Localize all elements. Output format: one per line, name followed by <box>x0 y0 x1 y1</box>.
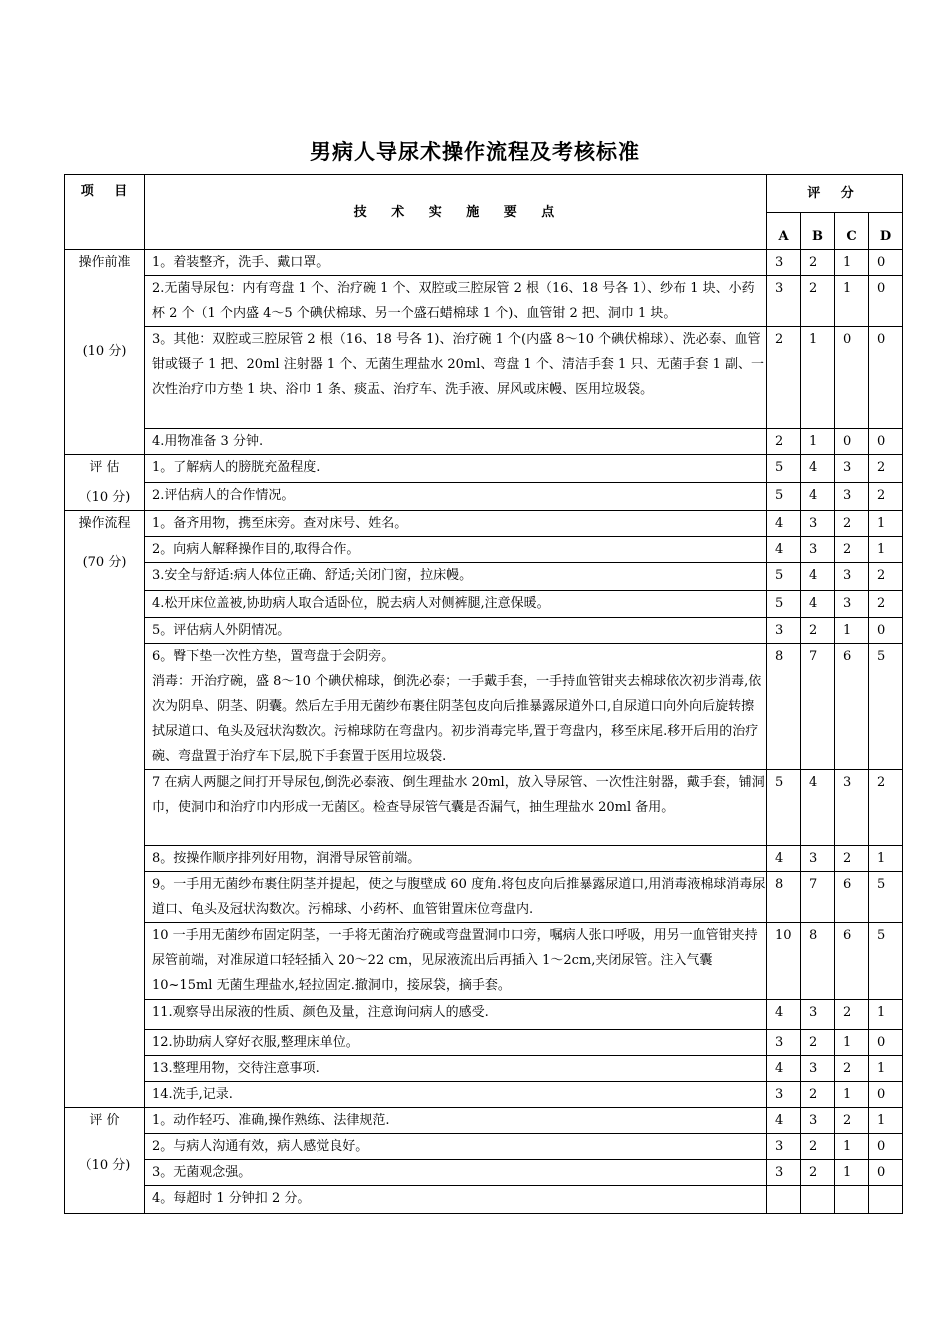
score-c: 3 <box>835 483 869 511</box>
item-text <box>145 846 767 872</box>
table-row <box>65 511 903 537</box>
score-c: 2 <box>835 1000 869 1030</box>
score-c <box>835 1186 869 1214</box>
category-points: (10 分) <box>82 344 127 359</box>
header-technique: 技 术 实 施 要 点 <box>145 175 767 250</box>
score-c: 1 <box>835 1160 869 1186</box>
score-c: 3 <box>835 591 869 618</box>
item-text <box>145 1000 767 1030</box>
score-c: 2 <box>835 846 869 872</box>
item-text <box>145 1186 767 1214</box>
item-text-line: 8。按操作顺序排列好用物，润滑导尿管前端。 <box>152 851 421 866</box>
score-a: 2 <box>767 429 801 455</box>
score-d: 0 <box>869 327 903 429</box>
item-text-line: 5。评估病人外阴情况。 <box>152 623 291 638</box>
score-b: 4 <box>801 563 835 591</box>
item-text <box>145 872 767 923</box>
score-c: 2 <box>835 537 869 563</box>
header-score: 评 分 <box>767 175 903 213</box>
table-row <box>65 1108 903 1134</box>
item-text <box>145 511 767 537</box>
item-text <box>145 923 767 1000</box>
item-text <box>145 327 767 429</box>
item-text-line: 消毒：开治疗碗，盛 8～10 个碘伏棉球，倒洗必泰；一手戴手套，一手持血管钳夹去棉球依次初步消毒,依次为阴阜、阴茎、阴囊。然后左手用无菌纱布裹住阴茎包皮向后推暴露尿道外口,自尿道口向外向后旋转擦拭尿道口、龟头及冠状沟数次。污棉球防在弯盘内。初步消毒完毕,置于弯盘内，移至床尾.移开后用的治疗碗、弯盘置于治疗车下层,脱下手套置于医用垃圾袋. <box>152 674 762 764</box>
table-row <box>65 455 903 483</box>
item-text-line: 4.用物准备 3 分钟. <box>152 434 264 449</box>
table-row <box>65 618 903 644</box>
item-text-line: 12.协助病人穿好衣服,整理床单位。 <box>152 1035 359 1050</box>
score-b: 3 <box>801 1108 835 1134</box>
table-row <box>65 1030 903 1056</box>
score-b: 1 <box>801 327 835 429</box>
score-c: 0 <box>835 429 869 455</box>
score-b: 4 <box>801 483 835 511</box>
score-a: 3 <box>767 1134 801 1160</box>
item-text-line: 10 一手用无菌纱布固定阴茎，一手将无菌治疗碗或弯盘置洞巾口旁，嘱病人张口呼吸，用另一血管钳夹持尿管前端，对准尿道口轻轻插入 20～22 cm，见尿液流出后再插入 1～2cm,夹闭尿管。注入气囊 10~15ml 无菌生理盐水,轻拉固定.撤洞巾，接尿袋，摘手套。 <box>152 928 758 993</box>
item-text <box>145 1056 767 1082</box>
category-points: （10 分) <box>78 1158 131 1173</box>
score-b: 3 <box>801 511 835 537</box>
score-d: 1 <box>869 846 903 872</box>
header-grade-c: C <box>835 213 869 250</box>
score-c: 2 <box>835 511 869 537</box>
score-b: 8 <box>801 923 835 1000</box>
score-a: 5 <box>767 770 801 846</box>
item-text <box>145 591 767 618</box>
score-d: 1 <box>869 1108 903 1134</box>
score-a: 2 <box>767 327 801 429</box>
table-row <box>65 1134 903 1160</box>
score-a: 3 <box>767 276 801 327</box>
score-d: 1 <box>869 1000 903 1030</box>
score-a: 3 <box>767 250 801 276</box>
score-a: 4 <box>767 1000 801 1030</box>
item-text <box>145 455 767 483</box>
score-a: 4 <box>767 1056 801 1082</box>
item-text-line: 6。臀下垫一次性方垫，置弯盘于会阴旁。 <box>152 649 395 664</box>
item-text <box>145 537 767 563</box>
score-d: 0 <box>869 1030 903 1056</box>
score-d: 0 <box>869 276 903 327</box>
score-c: 1 <box>835 618 869 644</box>
item-text <box>145 1082 767 1108</box>
score-a: 4 <box>767 537 801 563</box>
score-c: 6 <box>835 644 869 770</box>
score-c: 6 <box>835 923 869 1000</box>
item-text <box>145 429 767 455</box>
item-text-line: 1。备齐用物，携至床旁。查对床号、姓名。 <box>152 516 408 531</box>
score-d: 1 <box>869 537 903 563</box>
score-b: 3 <box>801 846 835 872</box>
score-d: 2 <box>869 483 903 511</box>
score-a: 5 <box>767 563 801 591</box>
item-text-line: 4。每超时 1 分钟扣 2 分。 <box>152 1191 311 1206</box>
score-c: 3 <box>835 770 869 846</box>
score-a: 5 <box>767 591 801 618</box>
score-b: 4 <box>801 591 835 618</box>
score-b: 3 <box>801 1000 835 1030</box>
item-text-line: 2。与病人沟通有效，病人感觉良好。 <box>152 1139 369 1154</box>
score-d: 2 <box>869 591 903 618</box>
table-row <box>65 1186 903 1214</box>
table-row <box>65 250 903 276</box>
item-text <box>145 1030 767 1056</box>
assessment-table <box>64 174 903 1214</box>
score-c: 1 <box>835 250 869 276</box>
header-item: 项 目 <box>65 175 145 250</box>
score-c: 3 <box>835 455 869 483</box>
item-text-line: 2。向病人解释操作目的,取得合作。 <box>152 542 360 557</box>
score-a: 3 <box>767 1160 801 1186</box>
item-text-line: 2.无菌导尿包：内有弯盘 1 个、治疗碗 1 个、双腔或三腔尿管 2 根（16、18 号各 1）、纱布 1 块、小药杯 2 个（1 个内盛 4～5 个碘伏棉球、另一个盛石蜡棉球 1 个)、血管钳 2 把、洞巾 1 块。 <box>152 281 755 321</box>
table-row <box>65 846 903 872</box>
item-text-line: 3。无菌观念强。 <box>152 1165 252 1180</box>
score-b: 3 <box>801 537 835 563</box>
score-a: 8 <box>767 872 801 923</box>
table-row <box>65 1000 903 1030</box>
table-row <box>65 429 903 455</box>
score-a: 3 <box>767 618 801 644</box>
score-d: 2 <box>869 770 903 846</box>
score-d <box>869 1186 903 1214</box>
category-name: 评 估 <box>89 460 120 475</box>
score-a: 3 <box>767 1082 801 1108</box>
score-b: 1 <box>801 429 835 455</box>
category-name: 操作前准 <box>78 255 131 270</box>
score-c: 1 <box>835 1134 869 1160</box>
item-text-line: 1。了解病人的膀胱充盈程度. <box>152 460 321 475</box>
item-text <box>145 1160 767 1186</box>
table-row <box>65 563 903 591</box>
item-text <box>145 276 767 327</box>
score-a: 4 <box>767 846 801 872</box>
score-d: 5 <box>869 923 903 1000</box>
score-c: 2 <box>835 1056 869 1082</box>
item-text <box>145 770 767 846</box>
item-text-line: 3。其他：双腔或三腔尿管 2 根（16、18 号各 1)、治疗碗 1 个(内盛 8～10 个碘伏棉球）、洗必泰、血管钳或镊子 1 把、20ml 注射器 1 个、无菌生理盐水 20ml、弯盘 1 个、清洁手套 1 只、无菌手套 1 副、一次性治疗巾方垫 1 块、浴巾 1 条、痰盂、治疗车、洗手液、屏风或床幔、医用垃圾袋。 <box>152 332 764 397</box>
table-row <box>65 644 903 770</box>
header-grade-a: A <box>767 213 801 250</box>
score-d: 0 <box>869 250 903 276</box>
page-title: 男病人导尿术操作流程及考核标准 <box>310 139 640 164</box>
header-grade-d: D <box>869 213 903 250</box>
score-b: 2 <box>801 276 835 327</box>
score-d: 0 <box>869 429 903 455</box>
score-b: 2 <box>801 1030 835 1056</box>
score-b: 4 <box>801 770 835 846</box>
table-row <box>65 1056 903 1082</box>
header-grade-b: B <box>801 213 835 250</box>
score-b <box>801 1186 835 1214</box>
score-d: 5 <box>869 644 903 770</box>
item-text-line: 11.观察导出尿液的性质、颜色及量，注意询问病人的感受. <box>152 1005 489 1020</box>
table-row <box>65 276 903 327</box>
score-d: 1 <box>869 511 903 537</box>
score-b: 4 <box>801 455 835 483</box>
score-c: 1 <box>835 276 869 327</box>
item-text-line: 13.整理用物，交待注意事项. <box>152 1061 320 1076</box>
item-text-line: 3.安全与舒适:病人体位正确、舒适;关闭门窗，拉床幔。 <box>152 568 473 583</box>
score-d: 0 <box>869 1160 903 1186</box>
score-a: 8 <box>767 644 801 770</box>
item-text-line: 1。动作轻巧、准确,操作熟练、法律规范. <box>152 1113 390 1128</box>
score-c: 3 <box>835 563 869 591</box>
score-c: 6 <box>835 872 869 923</box>
item-text <box>145 1134 767 1160</box>
score-c: 1 <box>835 1030 869 1056</box>
score-b: 7 <box>801 644 835 770</box>
item-text <box>145 1108 767 1134</box>
score-a: 5 <box>767 455 801 483</box>
score-c: 2 <box>835 1108 869 1134</box>
table-row <box>65 327 903 429</box>
table-row <box>65 591 903 618</box>
category-points: (70 分) <box>82 555 127 570</box>
category-flow <box>65 511 145 1108</box>
table-row <box>65 872 903 923</box>
score-d: 5 <box>869 872 903 923</box>
table-row <box>65 770 903 846</box>
item-text-line: 1。着装整齐，洗手、戴口罩。 <box>152 255 330 270</box>
score-b: 7 <box>801 872 835 923</box>
score-a: 4 <box>767 511 801 537</box>
category-points: （10 分) <box>78 490 131 505</box>
score-d: 0 <box>869 1134 903 1160</box>
score-a: 10 <box>767 923 801 1000</box>
score-d: 2 <box>869 563 903 591</box>
item-text-line: 9。一手用无菌纱布裹住阴茎并提起，使之与腹壁成 60 度角.将包皮向后推暴露尿道口,用消毒液棉球消毒尿道口、龟头及冠状沟数次。污棉球、小药杯、血管钳置床位弯盘内. <box>152 877 766 917</box>
table-row <box>65 923 903 1000</box>
score-b: 2 <box>801 1082 835 1108</box>
item-text <box>145 618 767 644</box>
item-text-line: 2.评估病人的合作情况。 <box>152 488 295 503</box>
item-text <box>145 563 767 591</box>
table-row <box>65 483 903 511</box>
table-row <box>65 1160 903 1186</box>
item-text-line: 7 在病人两腿之间打开导尿包,倒洗必泰液、倒生理盐水 20ml，放入导尿管、一次性注射器，戴手套，铺洞巾，使洞巾和治疗巾内形成一无菌区。检查导尿管气囊是否漏气，抽生理盐水 20ml 备用。 <box>152 775 765 815</box>
score-a: 4 <box>767 1108 801 1134</box>
table-row <box>65 537 903 563</box>
score-d: 0 <box>869 618 903 644</box>
item-text-line: 14.洗手,记录. <box>152 1087 233 1102</box>
score-c: 1 <box>835 1082 869 1108</box>
item-text <box>145 644 767 770</box>
table-row <box>65 1082 903 1108</box>
item-text <box>145 250 767 276</box>
item-text-line: 4.松开床位盖被,协助病人取合适卧位，脱去病人对侧裤腿,注意保暖。 <box>152 596 550 611</box>
score-b: 3 <box>801 1056 835 1082</box>
score-b: 2 <box>801 618 835 644</box>
category-name: 评 价 <box>89 1113 120 1128</box>
score-a: 3 <box>767 1030 801 1056</box>
score-a <box>767 1186 801 1214</box>
score-b: 2 <box>801 250 835 276</box>
score-a: 5 <box>767 483 801 511</box>
score-b: 2 <box>801 1160 835 1186</box>
score-d: 1 <box>869 1056 903 1082</box>
category-prep <box>65 250 145 455</box>
score-c: 0 <box>835 327 869 429</box>
score-d: 2 <box>869 455 903 483</box>
category-name: 操作流程 <box>78 516 131 531</box>
category-assess <box>65 455 145 511</box>
item-text <box>145 483 767 511</box>
score-d: 0 <box>869 1082 903 1108</box>
score-b: 2 <box>801 1134 835 1160</box>
category-eval <box>65 1108 145 1214</box>
